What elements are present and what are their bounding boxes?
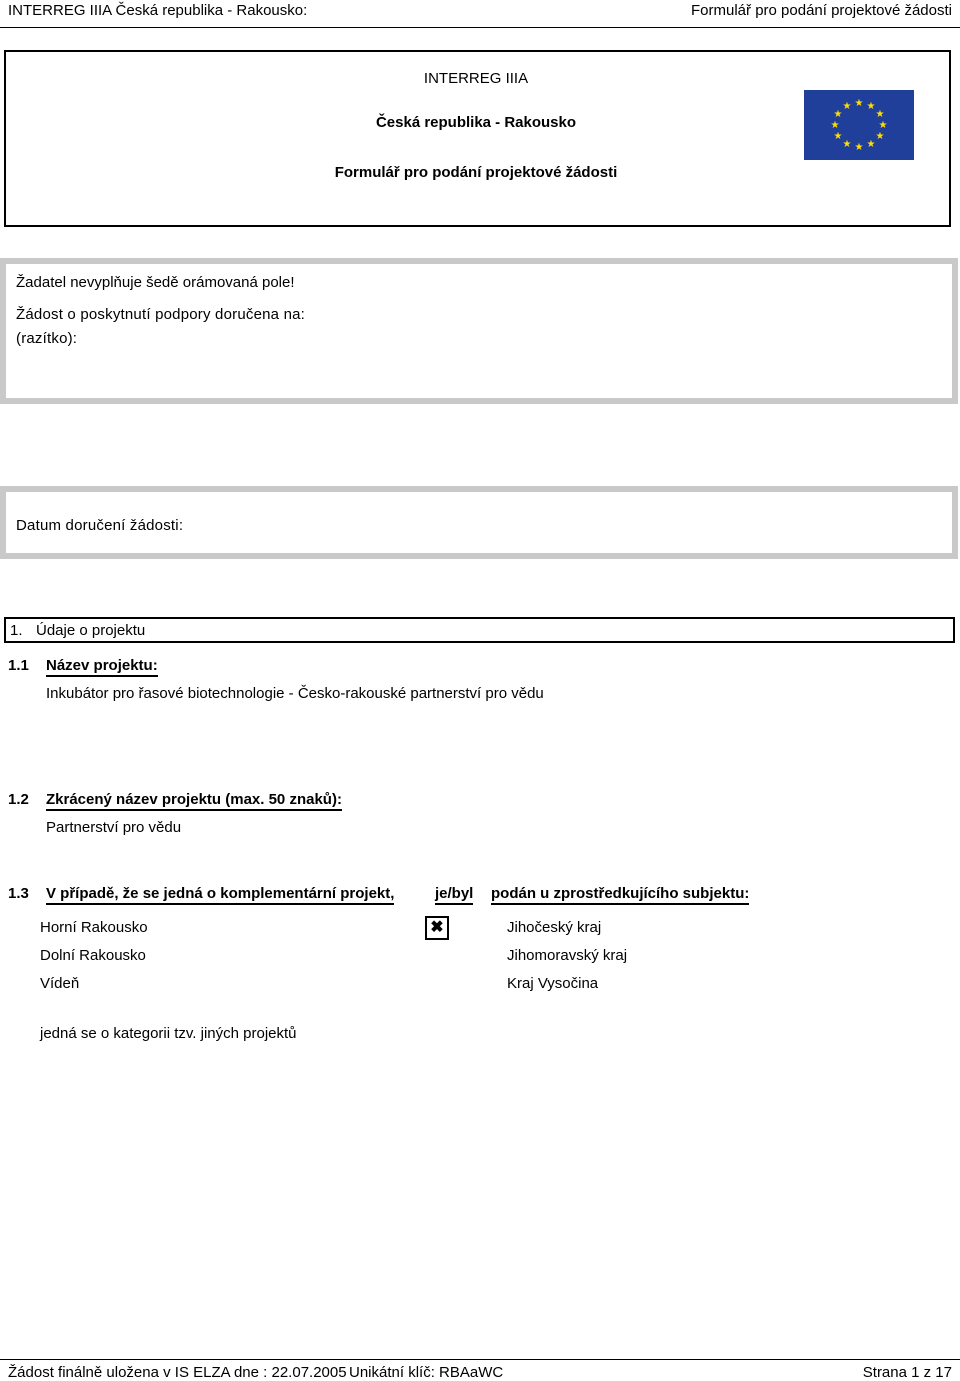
footer-page: Strana 1 z 17: [862, 1364, 952, 1381]
section-1-number: 1.: [10, 622, 23, 639]
title-line-country: Česká republika - Rakousko: [375, 114, 577, 131]
item-1-3-heading-a: V případě, že se jedná o komplementární projekt,: [46, 885, 394, 905]
svg-text:★: ★: [854, 98, 864, 109]
svg-text:★: ★: [842, 101, 852, 112]
eu-flag-icon: [804, 90, 914, 160]
footer-key: Unikátní klíč: RBAaWC: [349, 1364, 504, 1381]
other-projects-note: jedná se o kategorii tzv. jiných projektů: [40, 1025, 297, 1042]
section-1-label: Údaje o projektu: [36, 622, 146, 639]
footer-rule: [0, 1359, 960, 1360]
project-name-value: Inkubátor pro řasové biotechnologie - Česko-rakouské partnerství pro vědu: [46, 685, 544, 702]
item-1-3-heading-b: je/byl: [435, 885, 473, 905]
title-line-form: Formulář pro podání projektové žádosti: [334, 164, 618, 181]
item-1-2-heading: Zkrácený název projektu (max. 50 znaků):: [46, 791, 342, 811]
date-received-label: Datum doručení žádosti:: [16, 517, 184, 534]
svg-text:★: ★: [854, 142, 864, 153]
option-jihocesky-kraj: Jihočeský kraj: [507, 919, 602, 936]
stamp-label: (razítko):: [16, 330, 78, 347]
svg-text:★: ★: [833, 109, 843, 120]
svg-text:★: ★: [878, 120, 888, 131]
svg-text:★: ★: [866, 139, 876, 150]
section-1-box: [4, 617, 955, 643]
svg-text:★: ★: [875, 109, 885, 120]
header-title-left: INTERREG IIIA Česká republika - Rakousko:: [8, 2, 308, 19]
svg-text:★: ★: [866, 101, 876, 112]
svg-text:★: ★: [830, 120, 840, 131]
short-name-value: Partnerství pro vědu: [46, 819, 182, 836]
date-box: [0, 486, 958, 559]
header-rule: [0, 27, 960, 28]
item-1-2-number: 1.2: [8, 791, 29, 808]
footer-saved: Žádost finálně uložena v IS ELZA dne : 22.07.2005: [8, 1364, 347, 1381]
item-1-1-heading: Název projektu:: [46, 657, 158, 677]
option-dolni-rakousko: Dolní Rakousko: [40, 947, 146, 964]
header-title-right: Formulář pro podání projektové žádosti: [691, 2, 952, 19]
received-label: Žádost o poskytnutí podpory doručena na:: [16, 306, 306, 323]
region-checkbox[interactable]: ✖: [425, 916, 449, 940]
applicant-note: Žadatel nevyplňuje šedě orámovaná pole!: [16, 274, 295, 291]
svg-text:★: ★: [833, 131, 843, 142]
option-kraj-vysocina: Kraj Vysočina: [507, 975, 599, 992]
item-1-1-number: 1.1: [8, 657, 29, 674]
item-1-3-heading-c: podán u zprostředkujícího subjektu:: [491, 885, 749, 905]
option-viden: Vídeň: [40, 975, 80, 992]
stamp-box: [0, 258, 958, 404]
option-jihomoravsky-kraj: Jihomoravský kraj: [507, 947, 628, 964]
svg-text:★: ★: [842, 139, 852, 150]
svg-text:★: ★: [875, 131, 885, 142]
option-horni-rakousko: Horní Rakousko: [40, 919, 148, 936]
title-line-program: INTERREG IIIA: [423, 70, 529, 87]
item-1-3-number: 1.3: [8, 885, 29, 902]
